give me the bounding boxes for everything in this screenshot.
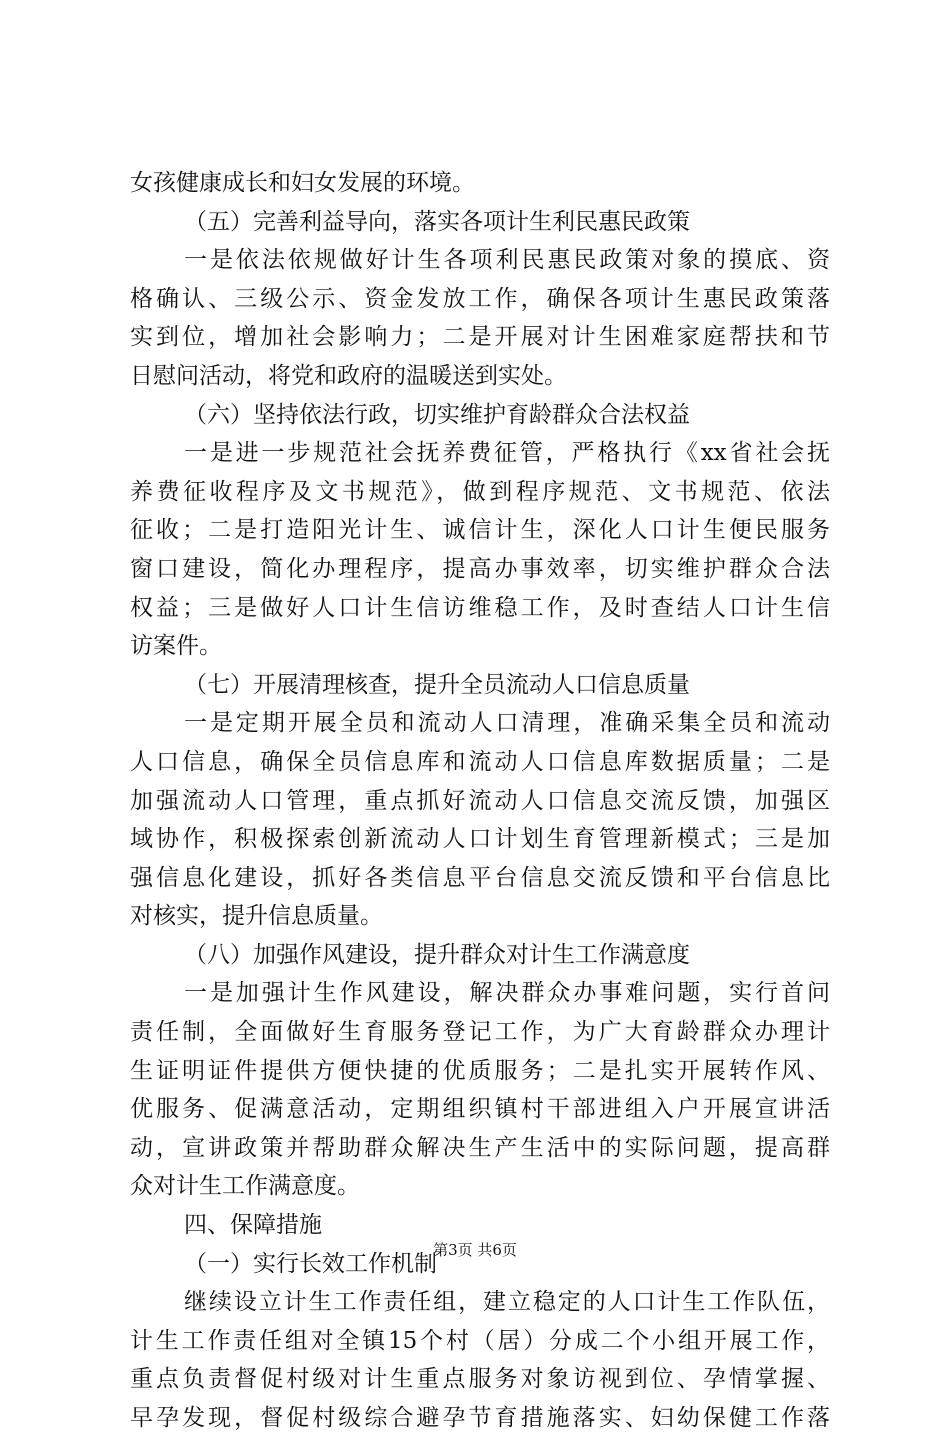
text-line: 实到位，增加社会影响力；二是开展对计生困难家庭帮扶和节 — [130, 324, 830, 351]
text-line: （五）完善利益导向，落实各项计生利民惠民政策 — [184, 208, 690, 235]
text-line: 访案件。 — [130, 633, 222, 660]
text-line: 一是进一步规范社会抚养费征管，严格执行《xx省社会抚 — [184, 440, 830, 467]
text-line: 加强流动人口管理，重点抓好流动人口信息交流反馈，加强区 — [130, 787, 830, 814]
page-footer: 第3页 共6页 — [433, 1241, 517, 1259]
text-line: 一是定期开展全员和流动人口清理，准确采集全员和流动 — [184, 710, 830, 737]
text-line: 四、保障措施 — [184, 1212, 322, 1239]
text-line: 众对计生工作满意度。 — [130, 1173, 360, 1200]
text-line: 责任制，全面做好生育服务登记工作，为广大育龄群众办理计 — [130, 1019, 830, 1046]
text-line: 计生工作责任组对全镇15个村（居）分成二个小组开展工作， — [130, 1327, 830, 1354]
text-line: 养费征收程序及文书规范》，做到程序规范、文书规范、依法 — [130, 478, 830, 505]
text-line: 日慰问活动，将党和政府的温暖送到实处。 — [130, 362, 567, 389]
text-line: 人口信息，确保全员信息库和流动人口信息库数据质量；二是 — [130, 748, 830, 775]
text-line: （八）加强作风建设，提升群众对计生工作满意度 — [184, 941, 690, 968]
text-line: 一是加强计生作风建设，解决群众办事难问题，实行首问 — [184, 980, 830, 1007]
text-line: 域协作，积极探索创新流动人口计划生育管理新模式；三是加 — [130, 826, 830, 853]
text-line: 一是依法依规做好计生各项利民惠民政策对象的摸底、资 — [184, 247, 830, 274]
text-line: （七）开展清理核查，提升全员流动人口信息质量 — [184, 671, 690, 698]
text-line: （六）坚持依法行政，切实维护育龄群众合法权益 — [184, 401, 690, 428]
text-line: 格确认、三级公示、资金发放工作，确保各项计生惠民政策落 — [130, 285, 830, 312]
text-line: 优服务、促满意活动，定期组织镇村干部进组入户开展宣讲活 — [130, 1096, 830, 1123]
text-line: 继续设立计生工作责任组，建立稳定的人口计生工作队伍， — [184, 1289, 830, 1316]
text-line: 女孩健康成长和妇女发展的环境。 — [130, 170, 475, 196]
text-line: （一）实行长效工作机制 — [184, 1250, 437, 1277]
text-line: 窗口建设，简化办理程序，提高办事效率，切实维护群众合法 — [130, 555, 830, 582]
text-line: 重点负责督促村级对计生重点服务对象访视到位、孕情掌握、 — [130, 1366, 830, 1393]
text-line: 生证明证件提供方便快捷的优质服务；二是扎实开展转作风、 — [130, 1057, 830, 1084]
text-line: 早孕发现，督促村级综合避孕节育措施落实、妇幼保健工作落 — [130, 1405, 830, 1431]
text-line: 强信息化建设，抓好各类信息平台信息交流反馈和平台信息比 — [130, 864, 830, 891]
text-line: 对核实，提升信息质量。 — [130, 903, 383, 930]
text-line: 动，宣讲政策并帮助群众解决生产生活中的实际问题，提高群 — [130, 1134, 830, 1161]
text-line: 权益；三是做好人口计生信访维稳工作，及时查结人口计生信 — [130, 594, 830, 621]
text-line: 征收；二是打造阳光计生、诚信计生，深化人口计生便民服务 — [130, 517, 830, 544]
